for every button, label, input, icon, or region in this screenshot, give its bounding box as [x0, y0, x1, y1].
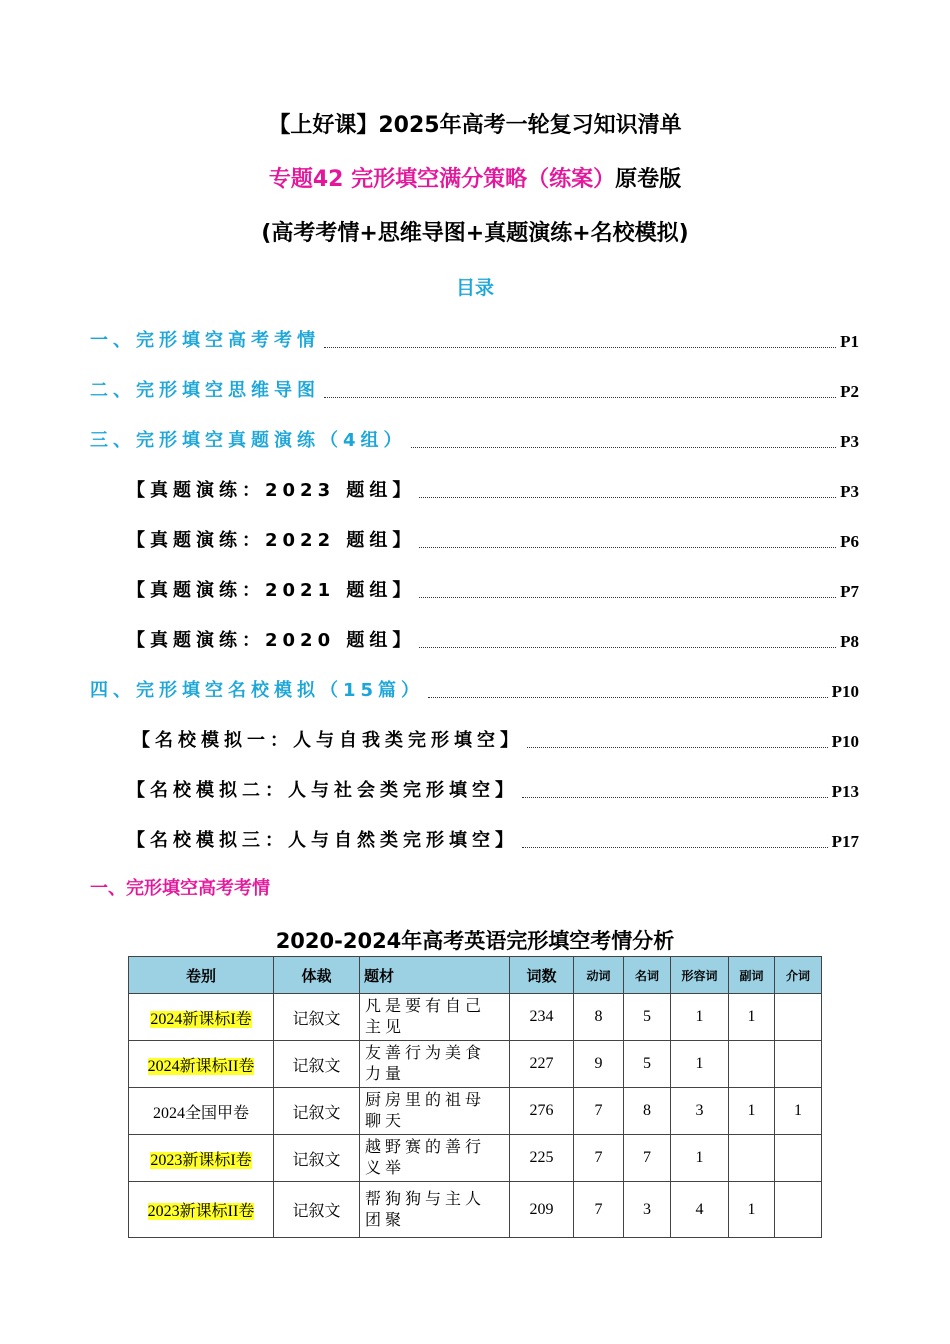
- document-subtitle: [0, 162, 950, 193]
- toc-leader: [324, 347, 836, 348]
- header-adj: 形容词: [671, 957, 729, 994]
- cell-topic: 帮狗狗与主人团聚: [360, 1182, 510, 1238]
- cell-adv: 1: [729, 994, 775, 1041]
- cell-verb: 8: [574, 994, 624, 1041]
- toc-item[interactable]: [90, 422, 859, 452]
- cell-adj: 1: [671, 994, 729, 1041]
- cell-paper: [129, 994, 274, 1041]
- cell-verb: 7: [574, 1182, 624, 1238]
- exam-analysis-table: [128, 956, 822, 1238]
- toc-item-page: P13: [831, 782, 859, 801]
- table-row: [129, 1135, 822, 1182]
- toc-leader: [522, 797, 828, 798]
- header-topic: 题材: [360, 957, 510, 994]
- cell-noun: 8: [624, 1088, 671, 1135]
- cell-topic: 凡是要有自己主见: [360, 994, 510, 1041]
- table-row: [129, 1182, 822, 1238]
- toc-leader: [419, 597, 836, 598]
- toc-item-label: 【名校模拟一：人与自我类完形填空】: [132, 730, 523, 751]
- cell-words: 227: [510, 1041, 574, 1088]
- toc-item-page: P8: [840, 632, 859, 651]
- cell-words: 209: [510, 1182, 574, 1238]
- toc-leader: [411, 447, 837, 448]
- cell-topic: 厨房里的祖母聊天: [360, 1088, 510, 1135]
- toc-leader: [527, 747, 828, 748]
- toc-item[interactable]: [90, 672, 859, 702]
- cell-words: 276: [510, 1088, 574, 1135]
- document-scope: (高考考情+思维导图+真题演练+名校模拟): [261, 221, 689, 246]
- table-row: [129, 1088, 822, 1135]
- header-adv: 副词: [729, 957, 775, 994]
- toc-leader: [419, 497, 836, 498]
- cell-prep: [775, 994, 822, 1041]
- toc-item[interactable]: [132, 722, 859, 752]
- subtitle-topic: 专题42 完形填空满分策略（练案）: [268, 167, 616, 192]
- section-heading: 一、完形填空高考考情: [90, 878, 270, 899]
- toc-leader: [428, 697, 828, 698]
- paper-name-highlighted: 2024新课标II卷: [147, 1057, 255, 1075]
- toc-item-page: P10: [831, 682, 859, 701]
- paper-name-highlighted: 2024新课标I卷: [150, 1010, 252, 1028]
- toc-item-page: P3: [840, 432, 859, 451]
- cell-adj: 1: [671, 1041, 729, 1088]
- toc-leader: [324, 397, 836, 398]
- cell-prep: [775, 1135, 822, 1182]
- cell-paper: [129, 1135, 274, 1182]
- cell-genre: 记叙文: [274, 1088, 360, 1135]
- table-row: [129, 1041, 822, 1088]
- toc-leader: [522, 847, 828, 848]
- header-prep: 介词: [775, 957, 822, 994]
- toc-item-page: P7: [840, 582, 859, 601]
- header-verb: 动词: [574, 957, 624, 994]
- cell-adv: [729, 1135, 775, 1182]
- toc-item[interactable]: [90, 322, 859, 352]
- cell-adj: 1: [671, 1135, 729, 1182]
- paper-name-highlighted: 2023新课标II卷: [147, 1203, 255, 1220]
- cell-prep: 1: [775, 1088, 822, 1135]
- cell-genre: 记叙文: [274, 994, 360, 1041]
- toc-item-page: P10: [831, 732, 859, 751]
- cell-verb: 9: [574, 1041, 624, 1088]
- cell-words: 225: [510, 1135, 574, 1182]
- toc-item[interactable]: [127, 622, 859, 652]
- toc-item[interactable]: [127, 522, 859, 552]
- header-genre: 体裁: [274, 957, 360, 994]
- toc-item-label: 四、完形填空名校模拟（15篇）: [90, 680, 425, 701]
- cell-verb: 7: [574, 1135, 624, 1182]
- cell-prep: [775, 1041, 822, 1088]
- cell-noun: 7: [624, 1135, 671, 1182]
- cell-noun: 3: [624, 1182, 671, 1238]
- toc-item-label: 【名校模拟二：人与社会类完形填空】: [127, 780, 518, 801]
- table-header-row: [129, 957, 822, 994]
- cell-verb: 7: [574, 1088, 624, 1135]
- header-words: 词数: [510, 957, 574, 994]
- cell-adj: 3: [671, 1088, 729, 1135]
- cell-noun: 5: [624, 1041, 671, 1088]
- paper-name: 2024全国甲卷: [152, 1104, 249, 1122]
- toc-item-label: 一、完形填空高考考情: [90, 330, 320, 351]
- cell-adv: 1: [729, 1088, 775, 1135]
- cell-paper: [129, 1041, 274, 1088]
- toc-item-label: 【真题演练：2022 题组】: [127, 530, 416, 551]
- toc-item-label: 【真题演练：2021 题组】: [127, 580, 416, 601]
- document-title: 【上好课】2025年高考一轮复习知识清单: [268, 113, 682, 138]
- toc-item[interactable]: [127, 772, 859, 802]
- toc-leader: [419, 547, 836, 548]
- toc-heading: 目录: [455, 277, 494, 299]
- toc-item-label: 三、完形填空真题演练（4组）: [90, 430, 407, 451]
- cell-adv: 1: [729, 1182, 775, 1238]
- cell-paper: [129, 1088, 274, 1135]
- cell-words: 234: [510, 994, 574, 1041]
- toc-item-page: P3: [840, 482, 859, 501]
- toc-item-page: P6: [840, 532, 859, 551]
- cell-genre: 记叙文: [274, 1182, 360, 1238]
- cell-prep: [775, 1182, 822, 1238]
- toc-item[interactable]: [127, 822, 859, 852]
- header-paper: 卷别: [129, 957, 274, 994]
- toc-item[interactable]: [127, 572, 859, 602]
- toc-item-label: 【真题演练：2023 题组】: [127, 480, 416, 501]
- header-noun: 名词: [624, 957, 671, 994]
- toc-item-page: P2: [840, 382, 859, 401]
- cell-genre: 记叙文: [274, 1041, 360, 1088]
- paper-name-highlighted: 2023新课标I卷: [150, 1151, 252, 1169]
- toc-item[interactable]: [90, 372, 859, 402]
- toc-item-label: 【真题演练：2020 题组】: [127, 630, 416, 651]
- toc-item-page: P17: [831, 832, 859, 851]
- toc-item[interactable]: [127, 472, 859, 502]
- cell-adj: 4: [671, 1182, 729, 1238]
- toc-item-label: 二、完形填空思维导图: [90, 380, 320, 401]
- cell-adv: [729, 1041, 775, 1088]
- cell-paper: [129, 1182, 274, 1238]
- table-row: [129, 994, 822, 1041]
- toc-leader: [419, 647, 836, 648]
- table-title: 2020-2024年高考英语完形填空考情分析: [275, 929, 675, 953]
- cell-topic: 越野赛的善行义举: [360, 1135, 510, 1182]
- cell-topic: 友善行为美食力量: [360, 1041, 510, 1088]
- cell-genre: 记叙文: [274, 1135, 360, 1182]
- toc-item-page: P1: [840, 332, 859, 351]
- cell-noun: 5: [624, 994, 671, 1041]
- subtitle-edition: 原卷版: [615, 167, 682, 192]
- toc-item-label: 【名校模拟三：人与自然类完形填空】: [127, 830, 518, 851]
